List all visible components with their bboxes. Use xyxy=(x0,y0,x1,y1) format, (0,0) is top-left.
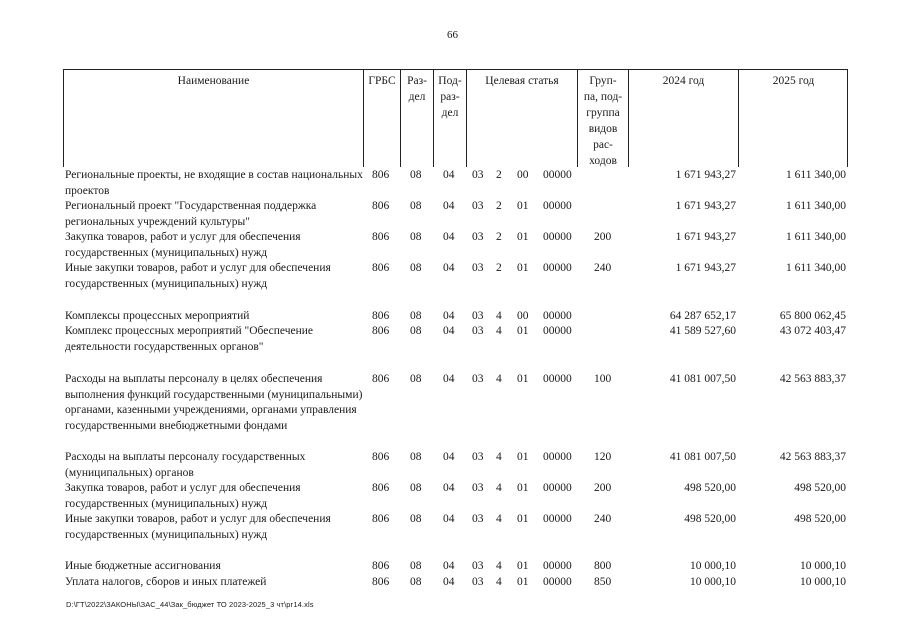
row-amount-2025: 1 611 340,00 xyxy=(786,231,846,243)
row-name: Уплата налогов, сборов и иных платежей xyxy=(65,576,267,588)
header-name: Наименование xyxy=(177,75,250,87)
row-target-subprogram: 2 xyxy=(496,262,502,274)
row-target-subprogram: 4 xyxy=(496,373,502,385)
row-target-program: 03 xyxy=(472,560,484,572)
row-target-program: 03 xyxy=(472,451,484,463)
row-grbs: 806 xyxy=(372,576,390,588)
row-name: Иные закупки товаров, работ и услуг для обеспечения государственных (муниципальных) нужд xyxy=(65,513,331,541)
row-amount-2025: 1 611 340,00 xyxy=(786,169,846,181)
row-amount-2024: 1 671 943,27 xyxy=(675,262,736,274)
row-grbs: 806 xyxy=(372,262,390,274)
row-podrazdel: 04 xyxy=(443,576,455,588)
row-target-event: 01 xyxy=(517,451,529,463)
row-podrazdel: 04 xyxy=(443,169,455,181)
row-target-event: 01 xyxy=(517,325,529,337)
row-amount-2025: 42 563 883,37 xyxy=(779,451,846,463)
row-target-program: 03 xyxy=(472,325,484,337)
row-razdel: 08 xyxy=(410,482,422,494)
row-target-event: 01 xyxy=(517,513,529,525)
row-target-direction: 00000 xyxy=(543,482,572,494)
row-amount-2025: 1 611 340,00 xyxy=(786,262,846,274)
row-target-direction: 00000 xyxy=(543,513,572,525)
row-target-direction: 00000 xyxy=(543,310,572,322)
row-expense-group: 120 xyxy=(594,451,612,463)
row-grbs: 806 xyxy=(372,325,390,337)
row-razdel: 08 xyxy=(410,310,422,322)
row-target-subprogram: 4 xyxy=(496,451,502,463)
row-amount-2025: 43 072 403,47 xyxy=(779,325,846,337)
row-target-direction: 00000 xyxy=(543,560,572,572)
row-target-direction: 00000 xyxy=(543,325,572,337)
row-podrazdel: 04 xyxy=(443,513,455,525)
file-path-footer: D:\ГТ\2022\ЗАКОНЫ\ЗАС_44\Зак_бюджет ТО 2023-2025_3 чт\рг14.xls xyxy=(66,600,314,609)
row-amount-2024: 1 671 943,27 xyxy=(675,231,736,243)
header-grbs: ГРБС xyxy=(368,75,396,87)
row-target-event: 01 xyxy=(517,262,529,274)
row-name: Расходы на выплаты персоналу в целях обеспечения выполнения функций государственными (муниципальными) органами, казенными учреждениями, органами управления государственными внебюджетными фондами xyxy=(65,373,363,432)
row-target-program: 03 xyxy=(472,231,484,243)
row-grbs: 806 xyxy=(372,451,390,463)
row-amount-2024: 41 081 007,50 xyxy=(669,451,736,463)
row-target-subprogram: 2 xyxy=(496,169,502,181)
row-target-program: 03 xyxy=(472,576,484,588)
row-target-program: 03 xyxy=(472,200,484,212)
row-target-subprogram: 2 xyxy=(496,231,502,243)
row-target-program: 03 xyxy=(472,482,484,494)
row-grbs: 806 xyxy=(372,169,390,181)
row-amount-2024: 41 589 527,60 xyxy=(669,325,736,337)
row-target-event: 00 xyxy=(517,169,529,181)
row-target-program: 03 xyxy=(472,513,484,525)
row-amount-2024: 10 000,10 xyxy=(690,560,736,572)
row-amount-2024: 498 520,00 xyxy=(684,482,736,494)
row-target-direction: 00000 xyxy=(543,576,572,588)
row-amount-2024: 64 287 652,17 xyxy=(669,310,736,322)
row-razdel: 08 xyxy=(410,200,422,212)
row-target-program: 03 xyxy=(472,169,484,181)
row-expense-group: 240 xyxy=(594,262,612,274)
row-amount-2024: 1 671 943,27 xyxy=(675,200,736,212)
row-name: Комплекс процессных мероприятий "Обеспечение деятельности государственных органов" xyxy=(65,325,314,353)
row-name: Региональные проекты, не входящие в состав национальных проектов xyxy=(65,169,363,197)
row-target-subprogram: 4 xyxy=(496,560,502,572)
row-podrazdel: 04 xyxy=(443,262,455,274)
row-podrazdel: 04 xyxy=(443,310,455,322)
row-amount-2024: 1 671 943,27 xyxy=(675,169,736,181)
row-target-direction: 00000 xyxy=(543,231,572,243)
page-number: 66 xyxy=(447,29,458,41)
row-target-direction: 00000 xyxy=(543,169,572,181)
row-target-direction: 00000 xyxy=(543,451,572,463)
header-2024: 2024 год xyxy=(662,75,705,87)
row-podrazdel: 04 xyxy=(443,560,455,572)
row-target-event: 01 xyxy=(517,482,529,494)
row-razdel: 08 xyxy=(410,451,422,463)
row-razdel: 08 xyxy=(410,231,422,243)
row-target-subprogram: 4 xyxy=(496,310,502,322)
row-target-program: 03 xyxy=(472,310,484,322)
row-name: Комплексы процессных мероприятий xyxy=(65,310,250,322)
row-target-direction: 00000 xyxy=(543,262,572,274)
row-name: Закупка товаров, работ и услуг для обеспечения государственных (муниципальных) нужд xyxy=(65,482,301,510)
row-podrazdel: 04 xyxy=(443,325,455,337)
row-grbs: 806 xyxy=(372,373,390,385)
header-razdel: Раз- дел xyxy=(407,75,427,103)
row-target-event: 00 xyxy=(517,310,529,322)
row-expense-group: 200 xyxy=(594,231,612,243)
row-target-subprogram: 4 xyxy=(496,513,502,525)
row-target-subprogram: 4 xyxy=(496,325,502,337)
row-target-event: 01 xyxy=(517,576,529,588)
row-amount-2025: 498 520,00 xyxy=(794,482,846,494)
row-podrazdel: 04 xyxy=(443,200,455,212)
row-podrazdel: 04 xyxy=(443,373,455,385)
row-amount-2025: 10 000,10 xyxy=(800,560,846,572)
header-2025: 2025 год xyxy=(772,75,815,87)
row-grbs: 806 xyxy=(372,231,390,243)
row-razdel: 08 xyxy=(410,576,422,588)
row-razdel: 08 xyxy=(410,262,422,274)
row-target-event: 01 xyxy=(517,560,529,572)
row-razdel: 08 xyxy=(410,325,422,337)
row-amount-2024: 41 081 007,50 xyxy=(669,373,736,385)
row-expense-group: 240 xyxy=(594,513,612,525)
header-podrazdel: Под- раз- дел xyxy=(438,75,462,119)
row-podrazdel: 04 xyxy=(443,451,455,463)
row-razdel: 08 xyxy=(410,560,422,572)
row-razdel: 08 xyxy=(410,373,422,385)
row-amount-2024: 498 520,00 xyxy=(684,513,736,525)
row-amount-2024: 10 000,10 xyxy=(690,576,736,588)
row-name: Закупка товаров, работ и услуг для обеспечения государственных (муниципальных) нужд xyxy=(65,231,301,259)
row-podrazdel: 04 xyxy=(443,231,455,243)
row-target-subprogram: 2 xyxy=(496,200,502,212)
row-expense-group: 100 xyxy=(594,373,612,385)
row-expense-group: 850 xyxy=(594,576,612,588)
row-expense-group: 200 xyxy=(594,482,612,494)
row-amount-2025: 10 000,10 xyxy=(800,576,846,588)
header-target-article: Целевая статья xyxy=(485,75,559,87)
row-name: Иные закупки товаров, работ и услуг для обеспечения государственных (муниципальных) нужд xyxy=(65,262,331,290)
row-target-event: 01 xyxy=(517,231,529,243)
row-amount-2025: 1 611 340,00 xyxy=(786,200,846,212)
header-expense-group: Груп- па, под- группа видов рас- ходов xyxy=(583,75,623,167)
row-razdel: 08 xyxy=(410,169,422,181)
row-target-subprogram: 4 xyxy=(496,482,502,494)
row-grbs: 806 xyxy=(372,513,390,525)
row-name: Региональный проект "Государственная поддержка региональных учреждений культуры" xyxy=(65,200,317,228)
row-podrazdel: 04 xyxy=(443,482,455,494)
row-amount-2025: 498 520,00 xyxy=(794,513,846,525)
row-grbs: 806 xyxy=(372,560,390,572)
row-amount-2025: 42 563 883,37 xyxy=(779,373,846,385)
row-razdel: 08 xyxy=(410,513,422,525)
row-target-program: 03 xyxy=(472,262,484,274)
row-target-program: 03 xyxy=(472,373,484,385)
row-grbs: 806 xyxy=(372,482,390,494)
row-name: Иные бюджетные ассигнования xyxy=(65,560,221,572)
row-expense-group: 800 xyxy=(594,560,612,572)
row-name: Расходы на выплаты персоналу государственных (муниципальных) органов xyxy=(65,451,306,479)
row-target-event: 01 xyxy=(517,373,529,385)
row-target-subprogram: 4 xyxy=(496,576,502,588)
row-target-direction: 00000 xyxy=(543,200,572,212)
row-amount-2025: 65 800 062,45 xyxy=(779,310,846,322)
row-grbs: 806 xyxy=(372,200,390,212)
row-target-direction: 00000 xyxy=(543,373,572,385)
row-grbs: 806 xyxy=(372,310,390,322)
row-target-event: 01 xyxy=(517,200,529,212)
